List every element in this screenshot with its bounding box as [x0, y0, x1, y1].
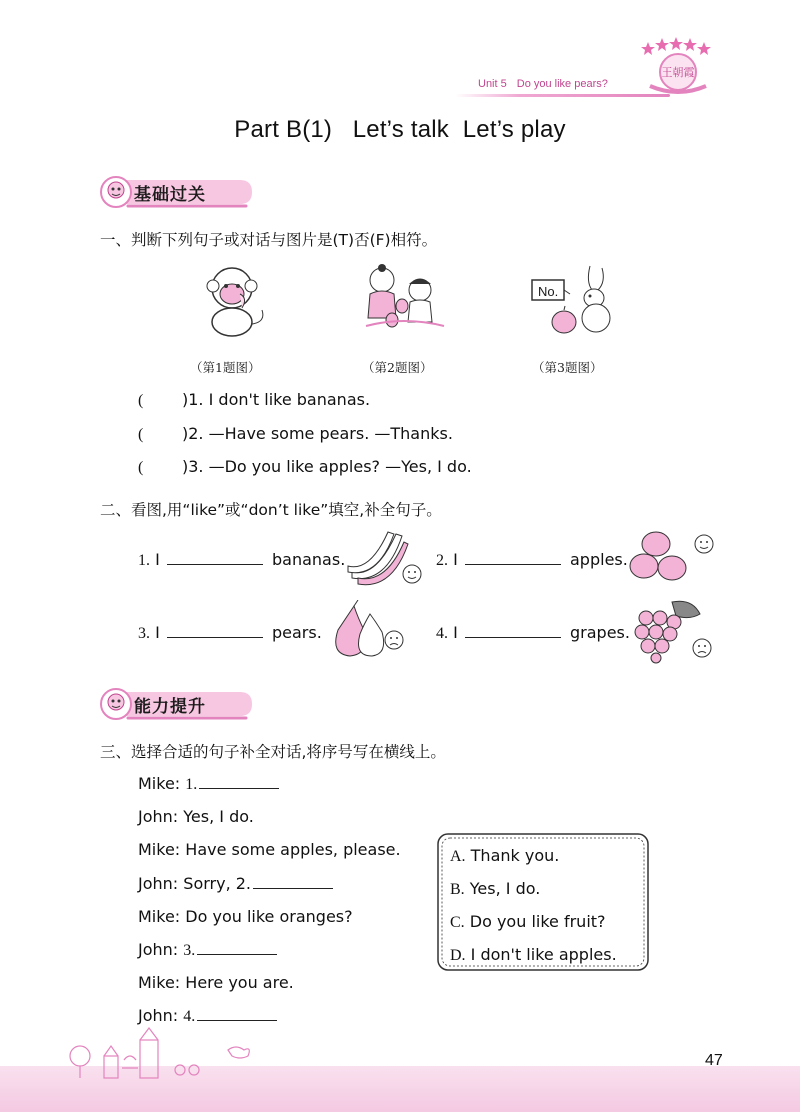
header-divider	[455, 94, 670, 97]
dialog-line-1	[138, 774, 279, 794]
fill-item-1	[138, 550, 345, 570]
answer-blank[interactable]	[465, 623, 561, 638]
speaker: John:	[138, 807, 179, 826]
answer-blank[interactable]	[197, 1006, 277, 1021]
sign-text: No.	[538, 284, 559, 299]
answer-paren-close: )	[182, 457, 189, 476]
option-text: Yes, I do.	[469, 879, 541, 898]
question-3-heading: 三、选择合适的句子补全对话,将序号写在横线上。	[100, 743, 446, 761]
rabbit-with-sign-illustration	[530, 264, 620, 342]
dialog-text: Sorry, 2.	[183, 874, 252, 893]
option-letter: C.	[450, 914, 465, 931]
option-b	[450, 879, 540, 899]
bananas-smile-illustration	[346, 528, 426, 592]
unit-title: Do you like pears?	[516, 78, 608, 90]
speaker: John:	[138, 940, 179, 959]
judge-item-1	[138, 390, 370, 410]
page-number: 47	[705, 1052, 723, 1069]
children-sharing-pears-illustration	[360, 262, 446, 338]
speaker: Mike:	[138, 907, 181, 926]
judge-item-text: 1. I don't like bananas.	[188, 390, 371, 409]
answer-blank[interactable]	[167, 550, 263, 565]
item-subject: I	[155, 550, 160, 569]
option-letter: A.	[450, 848, 466, 865]
section-banner-basic	[98, 172, 258, 212]
answer-paren-open: (	[138, 459, 144, 476]
judge-item-text: 2. —Have some pears. —Thanks.	[188, 424, 453, 443]
answer-blank[interactable]	[199, 774, 279, 789]
answer-paren-open: (	[138, 426, 144, 443]
item-number: 3.	[138, 625, 150, 642]
option-a	[450, 846, 559, 866]
unit-label: Unit 5	[478, 78, 507, 90]
castle-decoration-icon	[60, 1020, 260, 1080]
item-subject: I	[453, 550, 458, 569]
item-number: 2.	[436, 552, 448, 569]
dialog-text: 3.	[183, 942, 196, 959]
section-title-ability: 能力提升	[134, 697, 206, 717]
answer-paren-close: )	[182, 424, 189, 443]
option-letter: D.	[450, 947, 466, 964]
dialog-text: 1.	[185, 776, 198, 793]
question-2-heading: 二、看图,用“like”或“don’t like”填空,补全句子。	[100, 501, 442, 519]
speaker: Mike:	[138, 840, 181, 859]
pears-frown-illustration	[324, 600, 410, 664]
dialog-text: Here you are.	[185, 973, 294, 992]
speaker: John:	[138, 874, 179, 893]
options-box	[436, 832, 650, 972]
item-subject: I	[453, 623, 458, 642]
page-title: Part B(1) Let’s talk Let’s play	[234, 116, 566, 143]
dialog-text: Do you like oranges?	[185, 907, 353, 926]
judge-item-text: 3. —Do you like apples? —Yes, I do.	[188, 457, 472, 476]
dialog-line-3	[138, 840, 401, 859]
item-subject: I	[155, 623, 160, 642]
dialog-text: Yes, I do.	[183, 807, 254, 826]
option-c	[450, 912, 606, 932]
section-title-basic: 基础过关	[134, 185, 206, 205]
option-text: Do you like fruit?	[469, 912, 606, 931]
dialog-line-2	[138, 807, 254, 826]
dialog-line-6	[138, 940, 277, 960]
caption-figure-3: （第3题图）	[532, 360, 603, 375]
monkey-eating-banana-illustration	[196, 262, 272, 342]
dialog-line-4	[138, 874, 333, 893]
apples-smile-illustration	[628, 526, 718, 590]
judge-item-3	[138, 457, 472, 477]
speaker: Mike:	[138, 973, 181, 992]
answer-paren-close: )	[182, 390, 189, 409]
caption-figure-2: （第2题图）	[362, 360, 433, 375]
option-text: Thank you.	[470, 846, 560, 865]
option-letter: B.	[450, 881, 465, 898]
option-text: I don't like apples.	[470, 945, 617, 964]
item-number: 1.	[138, 552, 150, 569]
dialog-line-5	[138, 907, 353, 926]
fill-item-4	[436, 623, 630, 643]
item-object: apples.	[570, 550, 628, 569]
dialog-line-7	[138, 973, 294, 992]
speaker: Mike:	[138, 774, 181, 793]
fill-item-3	[138, 623, 322, 643]
answer-blank[interactable]	[167, 623, 263, 638]
item-object: pears.	[272, 623, 322, 642]
answer-blank[interactable]	[465, 550, 561, 565]
answer-paren-open: (	[138, 392, 144, 409]
answer-blank[interactable]	[197, 940, 277, 955]
speaker: John:	[138, 1006, 179, 1025]
dialog-text: 4.	[183, 1008, 196, 1025]
item-object: grapes.	[570, 623, 630, 642]
answer-blank[interactable]	[253, 874, 333, 889]
section-banner-ability	[98, 684, 258, 724]
svg-text:王朝霞: 王朝霞	[661, 66, 695, 79]
item-object: bananas.	[272, 550, 346, 569]
dialog-text: Have some apples, please.	[185, 840, 401, 859]
caption-figure-1: （第1题图）	[190, 360, 261, 375]
publisher-logo	[636, 34, 722, 98]
item-number: 4.	[436, 625, 448, 642]
fill-item-2	[436, 550, 628, 570]
unit-header	[478, 78, 608, 90]
grapes-frown-illustration	[632, 598, 718, 668]
judge-item-2	[138, 424, 453, 444]
option-d	[450, 945, 617, 965]
question-1-heading: 一、判断下列句子或对话与图片是(T)否(F)相符。	[100, 231, 438, 249]
